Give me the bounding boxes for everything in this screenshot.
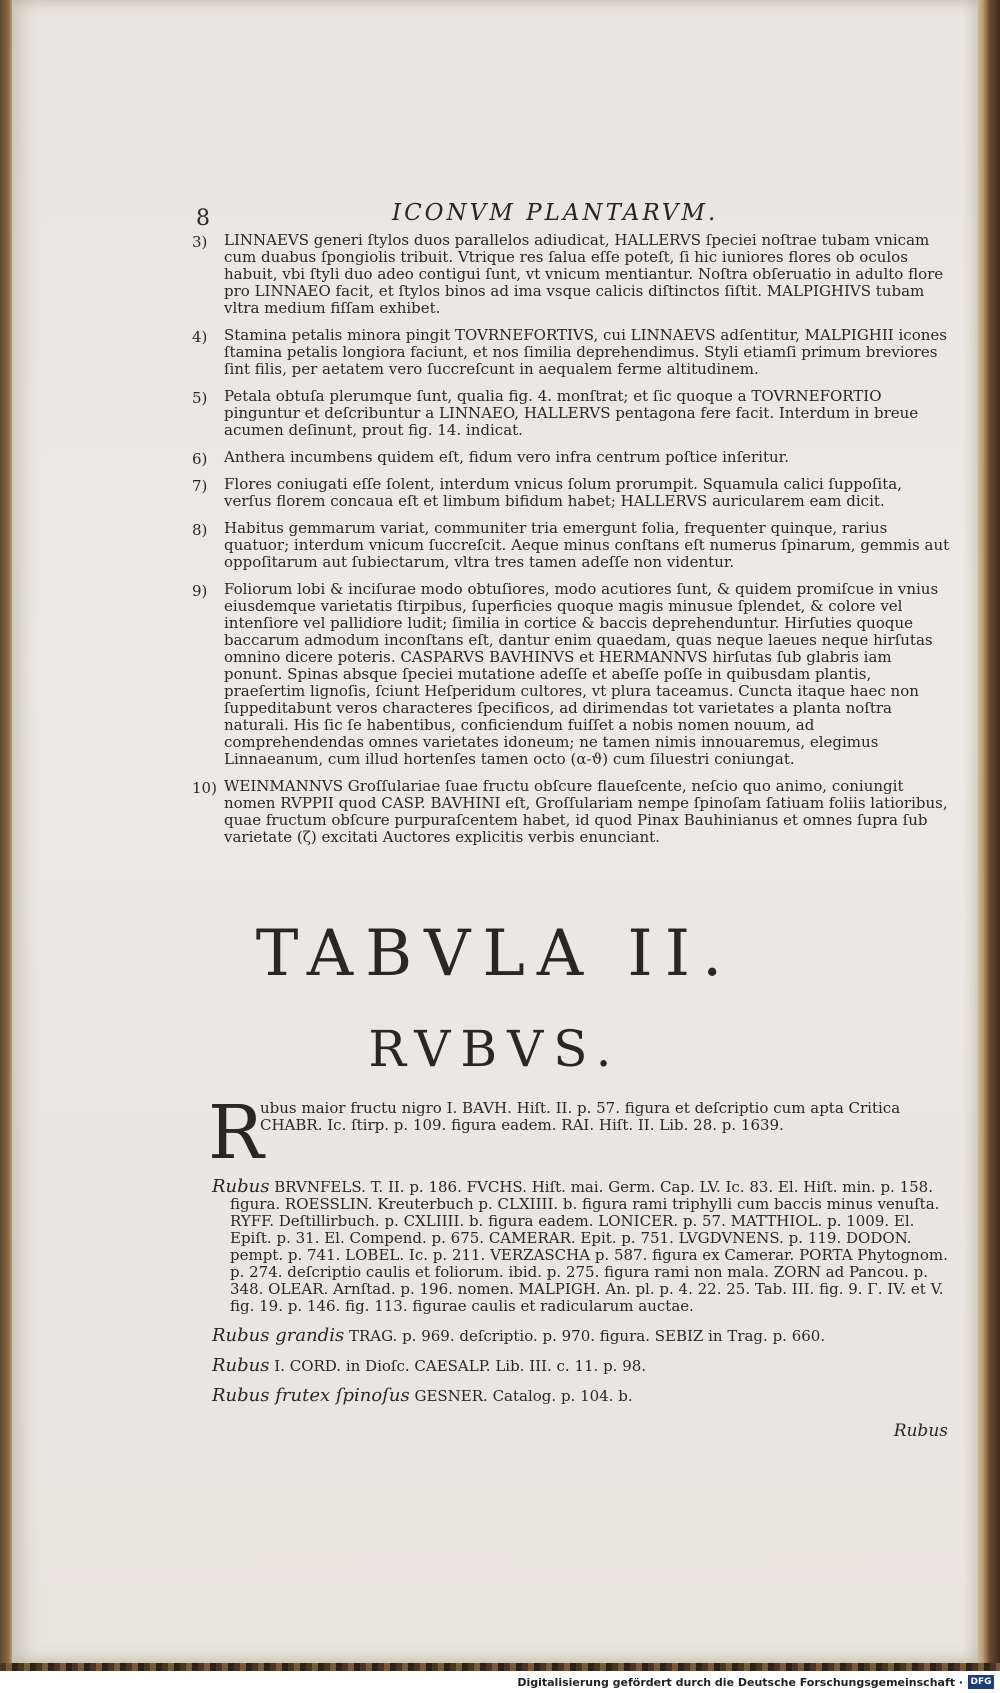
note-text: WEINMANNVS Groſſulariae ſuae fructu obſcure flaueſcente, neſcio quo animo, coniungit nomen RVPPII quod CASP. BAVHINI eſt, Groſſulariam nempe ſpinoſam ſatiuam foliis latioribus, quae fructum obſcure purpuraſcentem habet, id quod Pinax Bauhinianus et omnes ſupra ſub varietate (ζ) excitati Auctores explicitis verbis enunciant.	[224, 777, 948, 846]
digitization-footer	[0, 1671, 1000, 1693]
genus-name: Rubus frutex ſpinoſus	[212, 1385, 410, 1406]
lead-entry-text: ubus maior fructu nigro I. BAVH. Hiſt. II. p. 57. figura et deſcriptio cum apta Critica CHABR. Ic. ſtirp. p. 109. figura eadem. RAI. Hiſt. II. Lib. 28. p. 1639.	[260, 1099, 901, 1134]
note-number: 6)	[192, 450, 208, 468]
note-item	[192, 327, 952, 378]
note-number: 3)	[192, 233, 208, 251]
note-item	[192, 581, 952, 768]
genus-name: Rubus grandis	[212, 1325, 345, 1346]
note-item	[192, 778, 952, 846]
note-number: 10)	[192, 779, 217, 797]
entry-text: GESNER. Catalog. p. 104. b.	[409, 1387, 633, 1405]
note-text: Stamina petalis minora pingit TOVRNEFORTIVS, cui LINNAEVS adſentitur, MALPIGHII icones ſtamina petalis longiora faciunt, et nos ſimilia deprehendimus. Styli etiamſi primum breviores ſint filis, per aetatem vero ſuccreſcunt in aequalem ferme altitudinem.	[224, 326, 947, 378]
synonym-entry	[212, 1357, 957, 1375]
tabula-title: TABVLA II.	[255, 917, 735, 991]
catchword: Rubus	[893, 1421, 948, 1441]
note-number: 8)	[192, 521, 208, 539]
entry-text: BRVNFELS. T. II. p. 186. FVCHS. Hiſt. mai. Germ. Cap. LV. Ic. 83. El. Hiſt. min. p. 158. figura. ROESSLIN. Kreuterbuch p. CLXIIII. b. figura rami triphylli cum baccis minus venuſta. RYFF. Deſtillirbuch. p. CXLIIII. b. figura eadem. LONICER. p. 57. MATTHIOL. p. 1009. El. Epiſt. p. 31. El. Compend. p. 675. CAMERAR. Epit. p. 751. LVGDVNENS. p. 119. DODON. pempt. p. 741. LOBEL. Ic. p. 211. VERZASCHA p. 587. figura ex Camerar. PORTA Phytognom. p. 274. deſcriptio caulis et foliorum. ibid. p. 275. figura rami non mala. ZORN ad Pancou. p. 348. OLEAR. Arnſtad. p. 196. nomen. MALPIGH. An. pl. p. 4. 22. 25. Tab. III. fig. 9. Γ. IV. et V. fig. 19. p. 146. fig. 113. figurae caulis et radicularum auctae.	[230, 1178, 948, 1315]
synonym-entry	[212, 1178, 957, 1315]
note-item	[192, 476, 952, 510]
notes-list	[192, 232, 952, 856]
page-number: 8	[196, 206, 210, 231]
dfg-logo-icon: DFG	[968, 1675, 994, 1689]
note-number: 7)	[192, 477, 208, 495]
page-bottom-edge	[0, 1663, 1000, 1671]
genus-name: Rubus	[212, 1355, 270, 1376]
entry-text: TRAG. p. 969. deſcriptio. p. 970. figura. SEBIZ in Trag. p. 660.	[344, 1327, 826, 1345]
note-number: 4)	[192, 328, 208, 346]
note-text: Habitus gemmarum variat, communiter tria emergunt folia, frequenter quinque, rarius quatuor; interdum vnicum ſuccreſcit. Aeque minus conſtans eſt numerus ſpinarum, gemmis aut oppoſitarum aut ſubiectarum, vltra tres tamen adeſſe non videntur.	[224, 519, 950, 571]
note-item	[192, 232, 952, 317]
plant-title: RVBVS.	[368, 1020, 622, 1078]
note-text: LINNAEVS generi ſtylos duos parallelos adiudicat, HALLERVS ſpeciei noſtrae tubam vnicam cum duabus ſpongiolis tribuit. Vtrique res ſalua eſſe poteſt, ſi hic iuniores flores ob oculos habuit, vbi ſtyli duo adeo contigui ſunt, vt vnicum mentiantur. Noſtra obſeruatio in adulto flore pro LINNAEO facit, et ſtylos binos ad ima vsque calicis diſtinctos ſiſtit. MALPIGHIVS tubam vltra medium fiſſam exhibet.	[224, 231, 944, 317]
note-text: Anthera incumbens quidem eſt, fidum vero infra centrum poſtice inſeritur.	[224, 448, 789, 466]
synonym-entry	[212, 1387, 957, 1405]
book-page	[12, 0, 978, 1663]
running-head: ICONVM PLANTARVM.	[392, 200, 719, 226]
note-text: Flores coniugati eſſe ſolent, interdum vnicus ſolum prorumpit. Squamula calici ſuppoſita, verſus florem concaua eſt et limbum bifidum habet; HALLERVS auricularem eam dicit.	[224, 475, 902, 510]
synonym-list	[208, 1090, 957, 1417]
note-text: Foliorum lobi & inciſurae modo obtuſiores, modo acutiores ſunt, & quidem promiſcue in vnius eiusdemque varietatis ſtirpibus, ſuperficies quoque magis minusue ſplendet, & colore vel intenſiore vel pallidiore ludit; ſimilia in cortice & baccis deprehenduntur. Hirſuties quoque baccarum admodum inconſtans eſt, dantur enim quaedam, quas neque laeues neque hirſutas omnino dicere poteris. CASPARVS BAVHINVS et HERMANNVS hirſutas ſub glabris iam ponunt. Spinas absque ſpeciei mutatione adeſſe et abeſſe poſſe in quibusdam plantis, praeſertim lignoſis, ſciunt Heſperidum cultores, vt plura taceamus. Cuncta itaque haec non ſuppeditabunt veros characteres ſpecificos, ad dirimendas tot varietates a planta noſtra naturali. His ſic ſe habentibus, conficiendum fuiſſet a nobis nomen nouum, ad comprehendendas omnes varietates idoneum; ne tamen nimis innouaremus, elegimus Linnaeanum, cum illud hortenſes tamen octo (α-ϑ) cum ſiluestri coniungat.	[224, 580, 939, 768]
entry-text: I. CORD. in Dioſc. CAESALP. Lib. III. c. 11. p. 98.	[269, 1357, 647, 1375]
note-text: Petala obtuſa plerumque ſunt, qualia fig. 4. monſtrat; et ſic quoque a TOVRNEFORTIO pinguntur et deſcribuntur a LINNAEO, HALLERVS pentagona fere facit. Interdum in breue acumen deſinunt, prout fig. 14. indicat.	[224, 387, 919, 439]
note-number: 9)	[192, 582, 208, 600]
note-item	[192, 520, 952, 571]
drop-cap: R	[208, 1090, 264, 1176]
lead-entry	[208, 1090, 957, 1176]
genus-name: Rubus	[212, 1176, 270, 1197]
synonym-entry	[212, 1327, 957, 1345]
note-item	[192, 388, 952, 439]
note-item	[192, 449, 952, 466]
note-number: 5)	[192, 389, 208, 407]
footer-credit: Digitalisierung gefördert durch die Deutsche Forschungsgemeinschaft ·	[517, 1675, 963, 1689]
